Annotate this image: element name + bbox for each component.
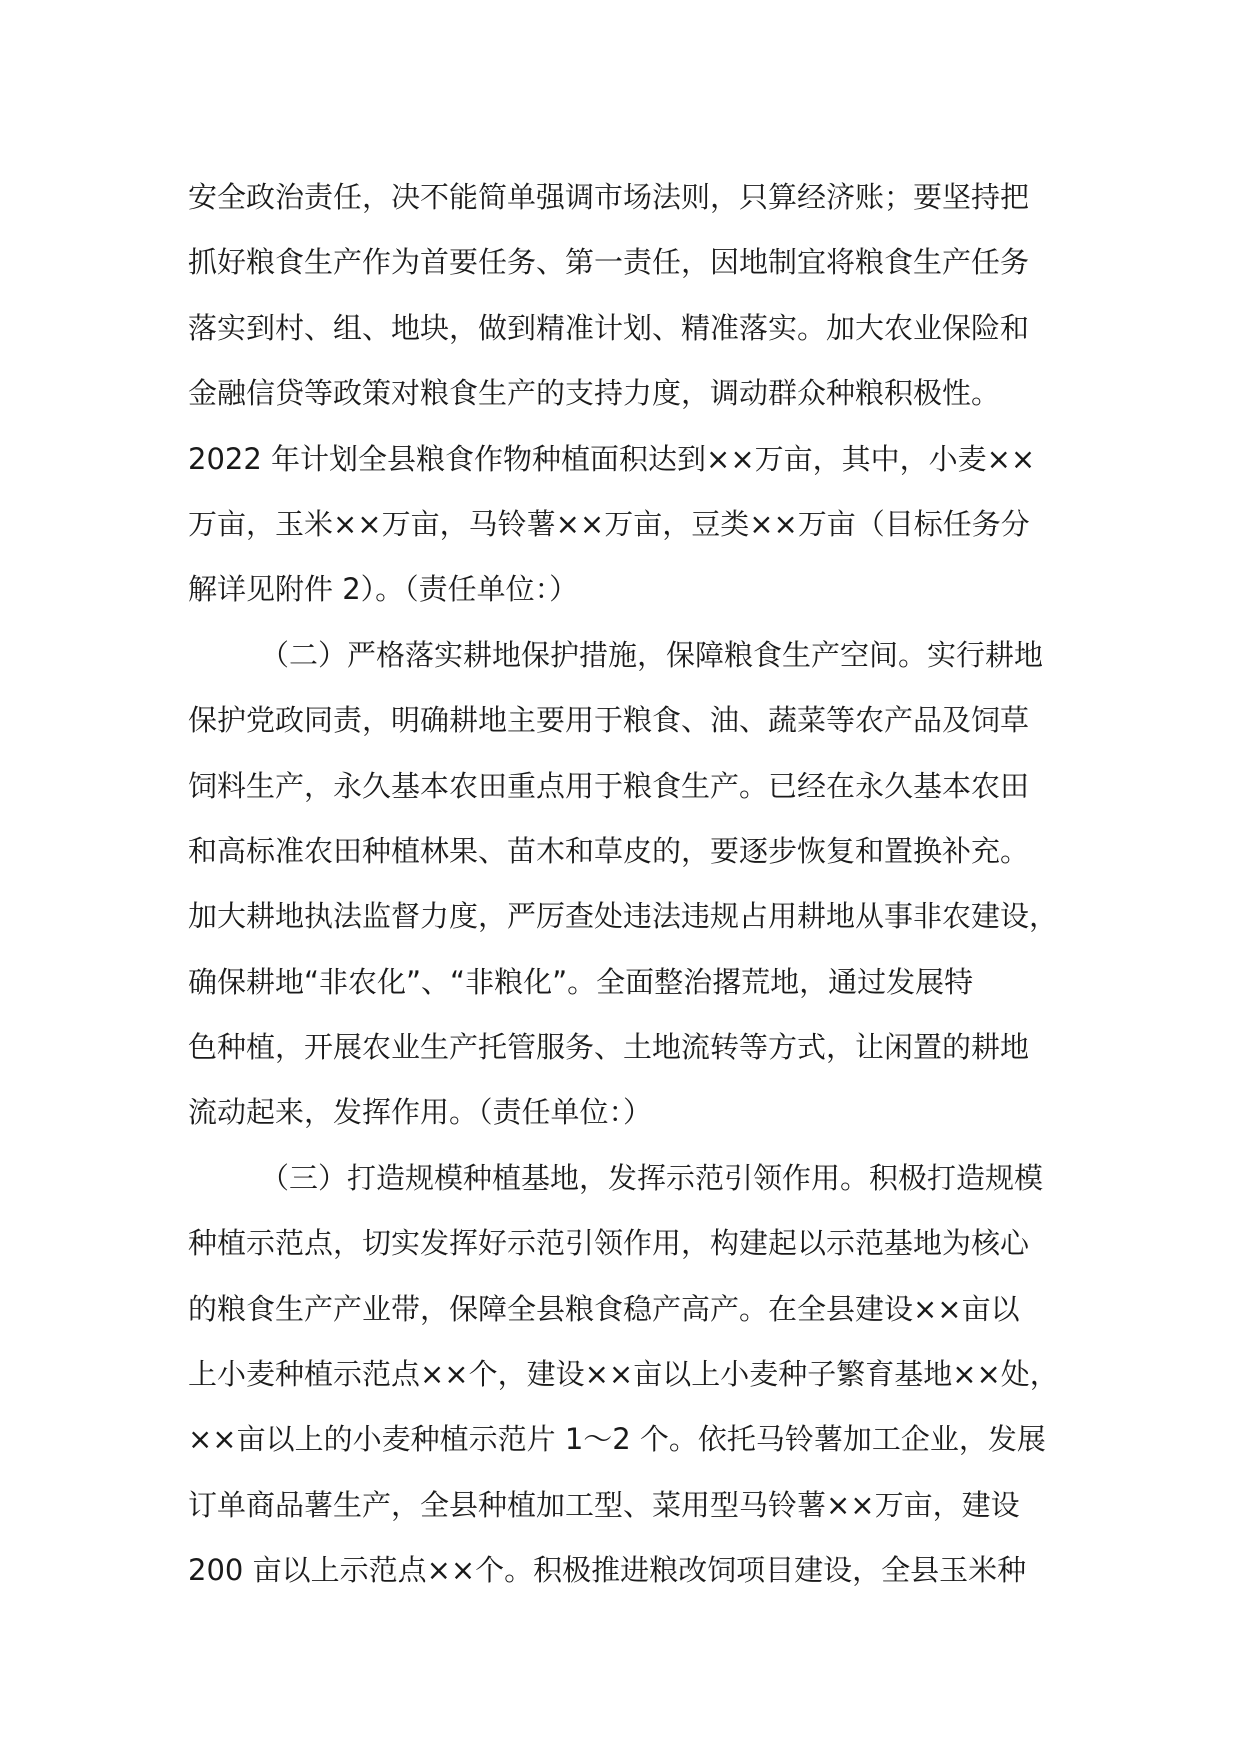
text-line: （三）打造规模种植基地，发挥示范引领作用。积极打造规模 bbox=[260, 1160, 1044, 1195]
text-line: 万亩，玉米××万亩，马铃薯××万亩，豆类××万亩（目标任务分 bbox=[188, 506, 1030, 541]
text-line: 保护党政同责，明确耕地主要用于粮食、油、蔬菜等农产品及饲草 bbox=[188, 703, 1030, 738]
text-line: （二）严格落实耕地保护措施，保障粮食生产空间。实行耕地 bbox=[260, 637, 1044, 672]
text-line: 抓好粮食生产作为首要任务、第一责任，因地制宜将粮食生产任务 bbox=[188, 245, 1030, 280]
text-line: ××亩以上的小麦种植示范片 1～2 个。依托马铃薯加工企业，发展 bbox=[188, 1422, 1046, 1457]
text-line: 种植示范点，切实发挥好示范引领作用，构建起以示范基地为核心 bbox=[188, 1226, 1030, 1261]
text-line: 200 亩以上示范点××个。积极推进粮改饲项目建设，全县玉米种 bbox=[188, 1553, 1027, 1588]
text-line: 色种植，开展农业生产托管服务、土地流转等方式，让闲置的耕地 bbox=[188, 1030, 1030, 1065]
text-line: 安全政治责任，决不能简单强调市场法则，只算经济账；要坚持把 bbox=[188, 180, 1030, 214]
text-line: 订单商品薯生产，全县种植加工型、菜用型马铃薯××万亩，建设 bbox=[188, 1487, 1020, 1522]
text-line: 的粮食生产产业带，保障全县粮食稳产高产。在全县建设××亩以 bbox=[188, 1291, 1020, 1326]
text-line: 2022 年计划全县粮食作物种植面积达到××万亩，其中，小麦×× bbox=[188, 441, 1036, 476]
text-line: 上小麦种植示范点××个，建设××亩以上小麦种子繁育基地××处， bbox=[188, 1357, 1059, 1392]
text-line: 金融信贷等政策对粮食生产的支持力度，调动群众种粮积极性。 bbox=[188, 376, 1001, 411]
text-line: 落实到村、组、地块，做到精准计划、精准落实。加大农业保险和 bbox=[188, 310, 1030, 345]
body-text bbox=[188, 165, 1068, 1604]
text-line: 和高标准农田种植林果、苗木和草皮的，要逐步恢复和置换补充。 bbox=[188, 833, 1030, 868]
text-line: 加大耕地执法监督力度，严厉查处违法违规占用耕地从事非农建设， bbox=[188, 899, 1059, 934]
text-line: 解详见附件 2）。（责任单位：） bbox=[188, 572, 579, 607]
text-line: 饲料生产，永久基本农田重点用于粮食生产。已经在永久基本农田 bbox=[188, 768, 1030, 803]
text-line: 流动起来，发挥作用。（责任单位：） bbox=[188, 1095, 653, 1130]
text-line: 确保耕地“非农化”、“非粮化”。全面整治撂荒地，通过发展特 bbox=[188, 964, 974, 999]
